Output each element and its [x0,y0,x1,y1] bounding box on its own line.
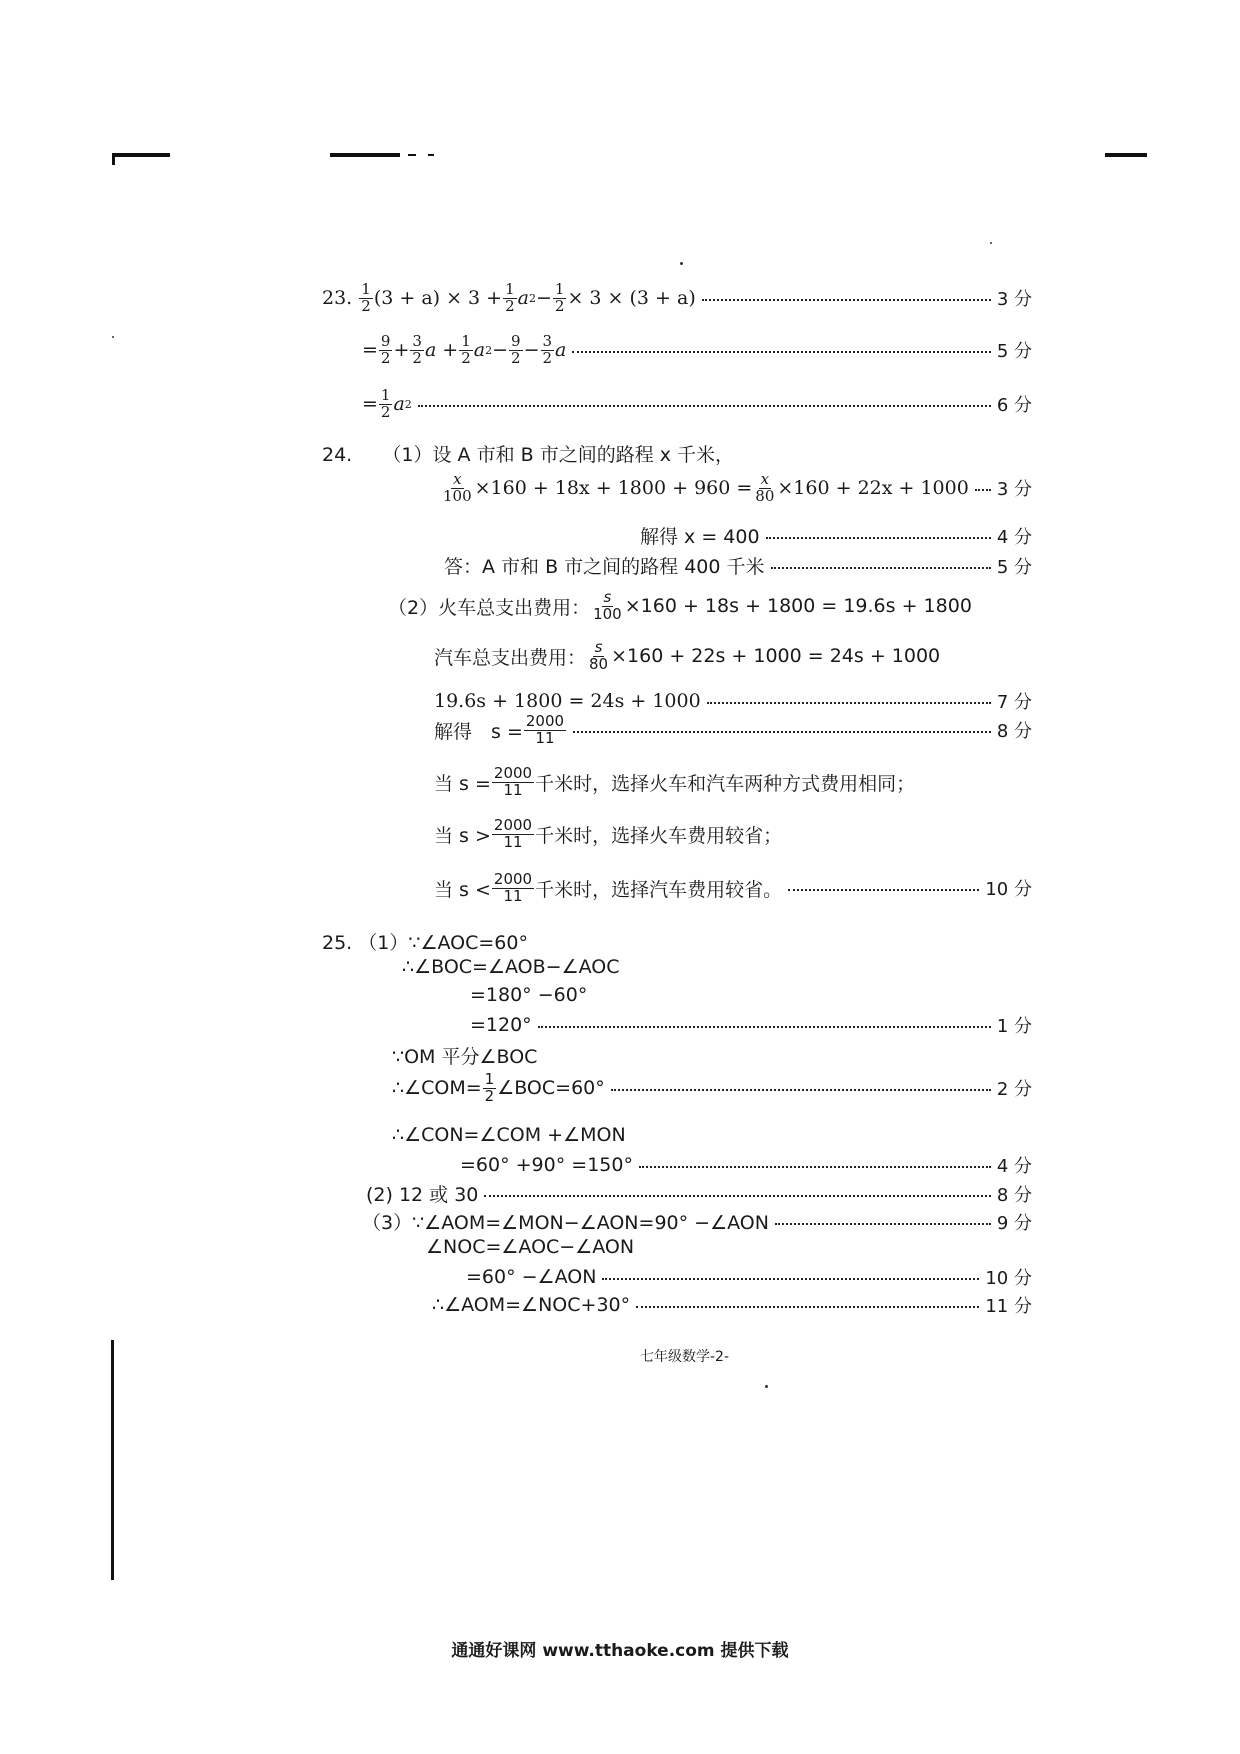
q24-case-equal: 当 s = $\frac{2000}{11}$ 千米时，选择火车和汽车两种方式费用相同； [434,764,916,799]
scan-speck [990,242,992,244]
scan-speck [680,262,683,265]
question-number: 23. [322,287,353,310]
fraction: $\frac{1}{2}$ [361,280,371,315]
score: 4 分 [996,1156,1032,1177]
q25-l1: 25. （1）∵∠AOC=60° [322,932,528,954]
fraction: $\frac{1}{2}$ [461,332,471,367]
question-number: 25. [322,932,353,954]
leader-dots [775,1223,991,1225]
page-label: 七年级数学-2- [640,1349,730,1365]
leader-dots [611,1089,991,1091]
fraction: $\frac{1}{2}$ [554,280,565,315]
q25-l6: ∴∠COM= $\frac{1}{2}$ ∠BOC=60° 2 分 [392,1070,1032,1105]
scan-margin-line [111,1340,114,1580]
score: 4 分 [996,526,1032,548]
q24-solve-s: 解得 s = $\frac{2000}{11}$ 8 分 [434,712,1032,747]
footer: 通通好课网 www.tthaoke.com 提供下载 [451,1641,789,1661]
fraction: $\frac{1}{2}$ [484,1070,495,1105]
scan-mark-left-tick [112,153,115,165]
q25-l2: ∴∠BOC=∠AOB−∠AOC [402,956,620,978]
leader-dots [766,537,991,539]
scan-speck [112,336,114,338]
fraction: $\frac{9}{2}$ [511,332,521,367]
fraction: $\frac{2000}{11}$ [525,712,565,747]
leader-dots [538,1026,991,1028]
score: 5 分 [996,341,1032,363]
leader-dots [975,489,991,491]
q25-l8: =60° +90° =150° 4 分 [460,1154,1032,1177]
leader-dots [771,567,991,569]
fraction: $\frac{1}{2}$ [505,280,515,315]
question-number: 24. [322,444,353,466]
q25-l13: ∴∠AOM=∠NOC+30° 11 分 [432,1294,1032,1317]
fraction: $\frac{9}{2}$ [380,332,391,367]
fraction: $\frac{3}{2}$ [542,332,553,367]
score: 7 分 [996,692,1032,713]
scan-mark-center [330,153,400,157]
leader-dots [636,1306,979,1308]
fraction: $\frac{s}{80}$ [589,638,609,673]
q25-l5: ∵OM 平分∠BOC [392,1046,538,1068]
fraction: $\frac{2000}{11}$ [493,816,533,851]
fraction: $\frac{2000}{11}$ [493,764,533,799]
score: 2 分 [996,1079,1032,1101]
q23-line3: = $\frac{1}{2}$ a 2 6 分 [362,386,1032,421]
fraction: $\frac{3}{2}$ [412,332,422,367]
q24-equation: $\frac{x}{100}$ ×160 + 18x + 1800 + 960 = $\frac{x}{80}$ ×160 + 22x + 1000 3 分 [443,470,1032,505]
q25-l7: ∴∠CON=∠COM +∠MON [392,1124,626,1146]
q25-l9: (2) 12 或 30 8 分 [366,1180,1032,1207]
scan-mark-left [112,153,170,157]
leader-dots [602,1278,979,1280]
q24-equal-eq: 19.6s + 1800 = 24s + 1000 7 分 [434,690,1032,713]
q25-l3: =180° −60° [470,984,588,1006]
score: 10 分 [985,879,1032,901]
leader-dots [418,405,991,407]
q24-answer: 答：A 市和 B 市之间的路程 400 千米 5 分 [444,552,1032,579]
score: 8 分 [996,1184,1032,1206]
leader-dots [573,731,991,733]
leader-dots [702,299,991,301]
q23-line2: = $\frac{9}{2}$ + $\frac{3}{2}$ a + $\frac{1}{2}$ a 2 − $\frac{9}{2}$ − $\frac{3}{2}$ a 5 分 [362,332,1032,367]
scan-speck [765,1385,768,1388]
scan-mark-center-dash2 [428,154,434,156]
score: 9 分 [996,1212,1032,1234]
q24-case-greater: 当 s > $\frac{2000}{11}$ 千米时，选择火车费用较省； [434,816,783,851]
q24-case-less: 当 s < $\frac{2000}{11}$ 千米时，选择汽车费用较省。 10 分 [434,870,1032,905]
score: 10 分 [985,1268,1032,1289]
score: 6 分 [996,395,1032,417]
q25-l12: =60° −∠AON 10 分 [466,1266,1032,1289]
leader-dots [484,1195,990,1197]
leader-dots [707,702,991,704]
q23-line1: 23. $\frac{1}{2}$ (3 + a) × 3 + $\frac{1}{2}$ a 2 − $\frac{1}{2}$ × 3 × (3 + a) 3 分 [322,280,1032,315]
score: 3 分 [996,289,1032,311]
q24-intro: 24. （1）设 A 市和 B 市之间的路程 x 千米， [322,444,735,466]
leader-dots [788,889,979,891]
fraction: $\frac{x}{100}$ [443,470,472,505]
q24-train-cost: （2）火车总支出费用： $\frac{s}{100}$ ×160 + 18s + 1800 = 19.6s + 1800 [388,588,972,623]
fraction: $\frac{x}{80}$ [755,470,775,505]
q24-car-cost: 汽车总支出费用： $\frac{s}{80}$ ×160 + 22s + 1000 = 24s + 1000 [434,638,941,673]
q24-solve: 解得 x = 400 4 分 [640,522,1032,549]
score: 1 分 [996,1016,1032,1037]
fraction: $\frac{s}{100}$ [593,588,622,623]
fraction: $\frac{2000}{11}$ [493,870,533,905]
q25-l10: （3）∵∠AOM=∠MON−∠AON=90° −∠AON 9 分 [362,1208,1032,1235]
scan-mark-right [1105,153,1147,157]
score: 8 分 [996,721,1032,743]
score: 3 分 [996,479,1032,501]
fraction: $\frac{1}{2}$ [380,386,391,421]
score: 5 分 [996,556,1032,578]
q25-l11: ∠NOC=∠AOC−∠AON [426,1236,635,1258]
q25-l4: =120° 1 分 [470,1014,1032,1037]
leader-dots [572,351,990,353]
scan-mark-center-dash [408,154,416,156]
score: 11 分 [985,1296,1032,1317]
leader-dots [639,1166,991,1168]
